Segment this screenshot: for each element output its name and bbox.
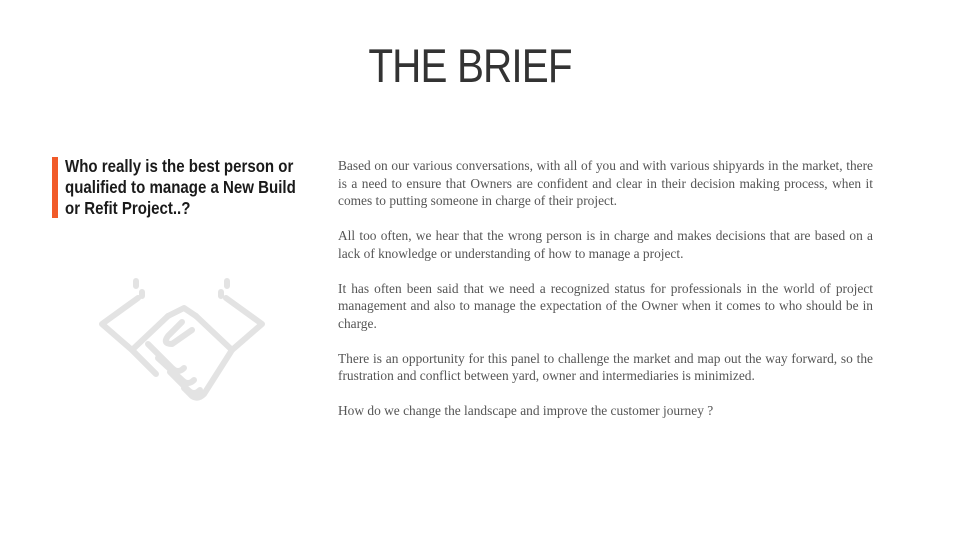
handshake-icon <box>96 278 268 402</box>
brief-paragraph: All too often, we hear that the wrong person is in charge and makes decisions that are based on a lack of knowledge or understanding of how to manage a project. <box>338 228 873 261</box>
slide-title: THE BRIEF <box>368 39 572 92</box>
accent-bar <box>52 157 58 218</box>
brief-paragraph: It has often been said that we need a recognized status for professionals in the world of project management and also to manage the expectation of the Owner when it comes to who should be in charge. <box>338 280 873 331</box>
brief-body <box>338 157 873 437</box>
key-question: Who really is the best person or qualified to manage a New Build or Refit Project..? <box>65 156 296 218</box>
brief-closing-question: How do we change the landscape and improve the customer journey ? <box>338 403 714 418</box>
brief-paragraph: There is an opportunity for this panel to challenge the market and map out the way forward, so the frustration and conflict between yard, owner and intermediaries is minimized. <box>338 350 873 383</box>
brief-paragraph: Based on our various conversations, with all of you and with various shipyards in the market, there is a need to ensure that Owners are confident and clear in their decision making process, when it comes to putting someone in charge of their project. <box>338 158 873 208</box>
